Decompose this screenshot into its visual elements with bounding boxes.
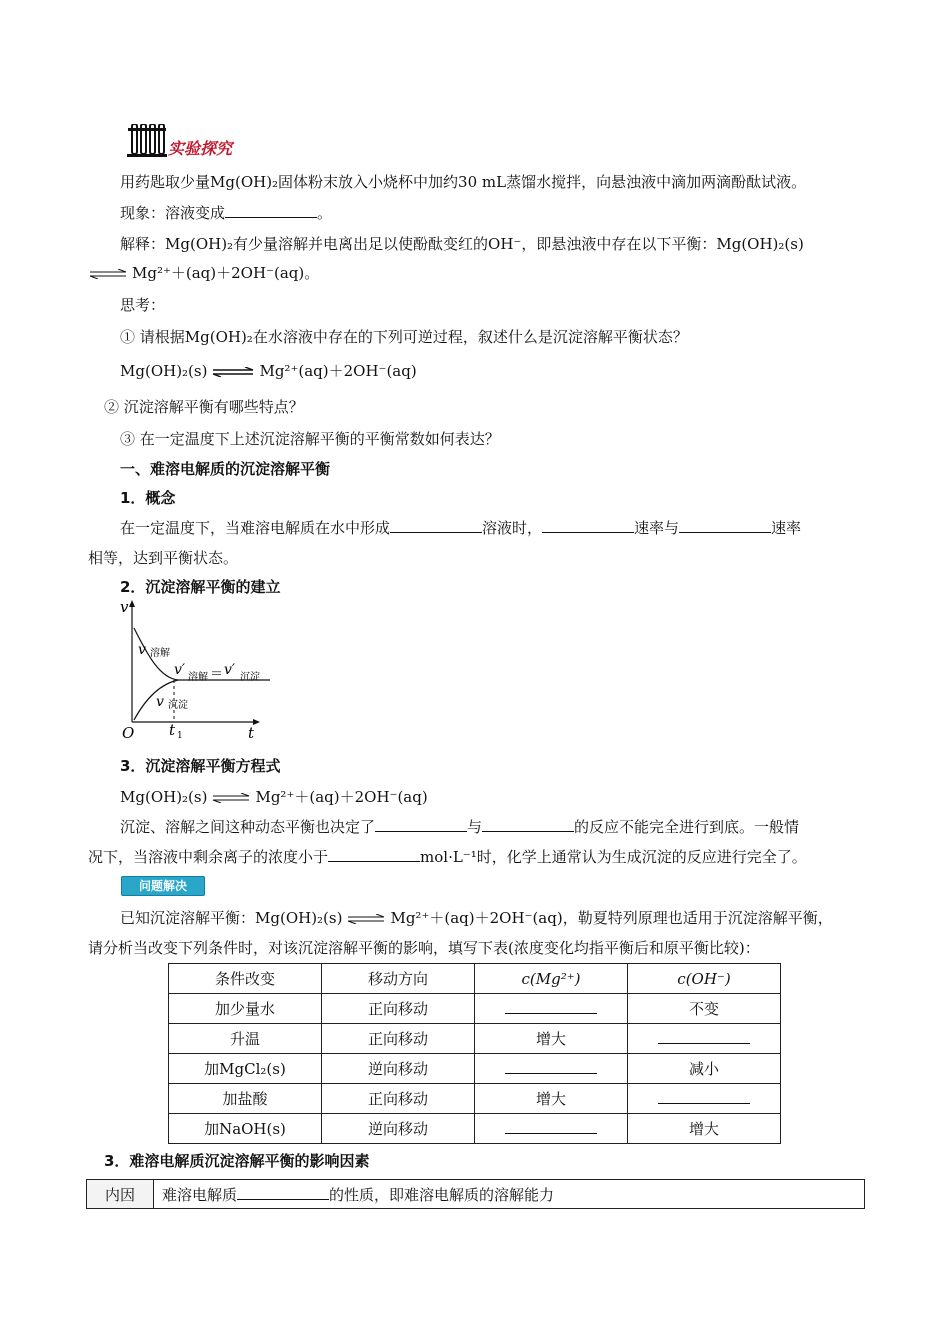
table-row	[87, 1180, 865, 1209]
factor-text-b: 的性质，即难溶电解质的溶解能力	[329, 1185, 555, 1204]
eq-label-a: v′	[174, 662, 186, 678]
table-cell: 正向移动	[322, 1024, 475, 1054]
x-axis-label: t	[248, 724, 255, 742]
concept-text-d: 速率	[771, 519, 802, 537]
establish-heading: 2．沉淀溶解平衡的建立	[120, 578, 281, 596]
table-header-cell: 条件改变	[169, 964, 322, 994]
answer-blank	[679, 520, 771, 533]
factor-text-a: 难溶电解质	[162, 1185, 238, 1204]
y-axis-label: v	[120, 598, 129, 616]
rate-time-graph	[112, 598, 282, 743]
table-cell: 不变	[628, 994, 781, 1024]
problem-text-b: Mg²⁺＋(aq)＋2OH⁻(aq)，勒夏特列原理也适用于沉淀溶解平衡，	[390, 909, 833, 927]
table-row	[169, 994, 781, 1024]
problem-line-2: 请分析当改变下列条件时，对该沉淀溶解平衡的影响，填写下表(浓度变化均指平衡后和原平衡比较)：	[88, 939, 760, 957]
x-axis-arrow	[253, 719, 260, 725]
concept-paragraph-2: 相等，达到平衡状态。	[88, 549, 239, 567]
table-row	[169, 1084, 781, 1114]
eq-label-b: v′	[224, 662, 236, 678]
problem-text-a: 已知沉淀溶解平衡：Mg(OH)₂(s)	[120, 909, 343, 927]
table-header-cell: 移动方向	[322, 964, 475, 994]
concept-heading: 1．概念	[120, 489, 176, 507]
table-header-cell: c(OH⁻)	[628, 964, 781, 994]
concept-paragraph-1	[120, 517, 801, 538]
table-cell: 加少量水	[169, 994, 322, 1024]
answer-blank	[658, 1091, 750, 1104]
problem-line-1	[120, 907, 833, 928]
answer-blank	[542, 520, 634, 533]
concept-text-c: 速率与	[634, 519, 680, 537]
table-cell: 逆向移动	[322, 1114, 475, 1144]
equation-heading: 3．沉淀溶解平衡方程式	[120, 757, 281, 775]
eq-label-a-subscript: 溶解	[188, 672, 208, 683]
equation-1	[120, 360, 417, 381]
dynamic-text-d: 况下，当溶液中剩余离子的浓度小于	[88, 848, 329, 866]
dynamic-paragraph-2	[88, 846, 807, 867]
dynamic-text-b: 与	[467, 818, 483, 836]
table-cell: 加NaOH(s)	[169, 1114, 322, 1144]
question-2: ② 沉淀溶解平衡有哪些特点？	[104, 398, 304, 416]
phenomenon-suffix: 。	[317, 204, 333, 222]
question-1: ① 请根据Mg(OH)₂在水溶液中存在的下列可逆过程，叙述什么是沉淀溶解平衡状态？	[120, 328, 688, 346]
v-dissolve-label: v	[138, 642, 146, 658]
answer-blank	[237, 1187, 329, 1200]
table-cell: 升温	[169, 1024, 322, 1054]
table-cell: 加MgCl₂(s)	[169, 1054, 322, 1084]
section-title: 实验探究	[168, 139, 233, 158]
factor-text-cell	[154, 1180, 865, 1209]
dynamic-text-e: mol·L⁻¹时，化学上通常认为生成沉淀的反应进行完全了。	[420, 848, 807, 866]
equation-1-right: Mg²⁺(aq)＋2OH⁻(aq)	[259, 362, 417, 380]
table-row	[169, 1054, 781, 1084]
equilibrium-arrow-icon	[211, 793, 251, 803]
equilibrium-arrow-icon	[88, 269, 128, 279]
factors-heading: 3．难溶电解质沉淀溶解平衡的影响因素	[104, 1152, 370, 1170]
explain-line-2	[88, 262, 319, 283]
think-label: 思考：	[120, 296, 166, 314]
table-cell: 正向移动	[322, 994, 475, 1024]
table-cell: 增大	[475, 1024, 628, 1054]
conditions-table	[168, 963, 781, 1144]
explain-line-2-text: Mg²⁺＋(aq)＋2OH⁻(aq)。	[132, 264, 320, 282]
equation-2-right: Mg²⁺＋(aq)＋2OH⁻(aq)	[255, 788, 428, 806]
phenomenon-line	[120, 202, 332, 223]
answer-blank	[505, 1121, 597, 1134]
dynamic-paragraph-1	[120, 816, 799, 837]
concept-text-b: 溶液时，	[482, 519, 543, 537]
answer-blank	[328, 849, 420, 862]
test-tubes-icon	[127, 124, 167, 162]
answer-blank	[658, 1031, 750, 1044]
answer-blank	[390, 520, 482, 533]
table-row	[169, 1114, 781, 1144]
v-precip-subscript: 沉淀	[168, 700, 188, 711]
equation-1-left: Mg(OH)₂(s)	[120, 362, 208, 380]
v-precip-label: v	[156, 694, 164, 710]
table-cell: 减小	[628, 1054, 781, 1084]
equilibrium-arrow-icon	[346, 914, 386, 924]
answer-blank	[505, 1061, 597, 1074]
table-cell	[475, 994, 628, 1024]
equation-2-left: Mg(OH)₂(s)	[120, 788, 208, 806]
equation-2	[120, 786, 428, 807]
answer-blank	[225, 205, 317, 218]
experiment-intro: 用药匙取少量Mg(OH)₂固体粉末放入小烧杯中加约30 mL蒸馏水搅拌，向悬浊液中滴加两滴酚酞试液。	[120, 173, 807, 191]
phenomenon-prefix: 现象：溶液变成	[120, 204, 226, 222]
factor-label-cell: 内因	[87, 1180, 154, 1209]
t1-subscript: 1	[177, 731, 183, 741]
table-cell: 增大	[628, 1114, 781, 1144]
table-cell: 逆向移动	[322, 1054, 475, 1084]
origin-label: O	[122, 724, 135, 742]
table-cell: 增大	[475, 1084, 628, 1114]
table-cell: 正向移动	[322, 1084, 475, 1114]
dynamic-text-a: 沉淀、溶解之间这种动态平衡也决定了	[120, 818, 376, 836]
concept-text-a: 在一定温度下，当难溶电解质在水中形成	[120, 519, 391, 537]
answer-blank	[375, 819, 467, 832]
table-cell	[628, 1024, 781, 1054]
section-heading: 一、难溶电解质的沉淀溶解平衡	[120, 460, 331, 478]
table-cell	[475, 1114, 628, 1144]
question-3: ③ 在一定温度下上述沉淀溶解平衡的平衡常数如何表达？	[120, 430, 500, 448]
table-cell	[475, 1054, 628, 1084]
equilibrium-arrow-icon	[211, 367, 255, 377]
answer-blank	[482, 819, 574, 832]
table-row	[169, 1024, 781, 1054]
eq-label-equals: ＝	[210, 667, 224, 682]
eq-label-b-subscript: 沉淀	[240, 672, 260, 683]
explain-line-1: 解释：Mg(OH)₂有少量溶解并电离出足以使酚酞变红的OH⁻，即悬浊液中存在以下平衡：Mg(OH)₂(s)	[120, 235, 804, 253]
factors-table	[86, 1179, 865, 1209]
dynamic-text-c: 的反应不能完全进行到底。一般情	[574, 818, 800, 836]
y-axis-arrow	[129, 600, 135, 607]
table-cell: 加盐酸	[169, 1084, 322, 1114]
table-cell	[628, 1084, 781, 1114]
v-dissolve-subscript: 溶解	[150, 648, 170, 659]
problem-banner: 问题解决	[121, 876, 205, 896]
t1-label: t	[169, 721, 176, 739]
table-header-row	[169, 964, 781, 994]
table-header-cell: c(Mg²⁺)	[475, 964, 628, 994]
answer-blank	[505, 1001, 597, 1014]
